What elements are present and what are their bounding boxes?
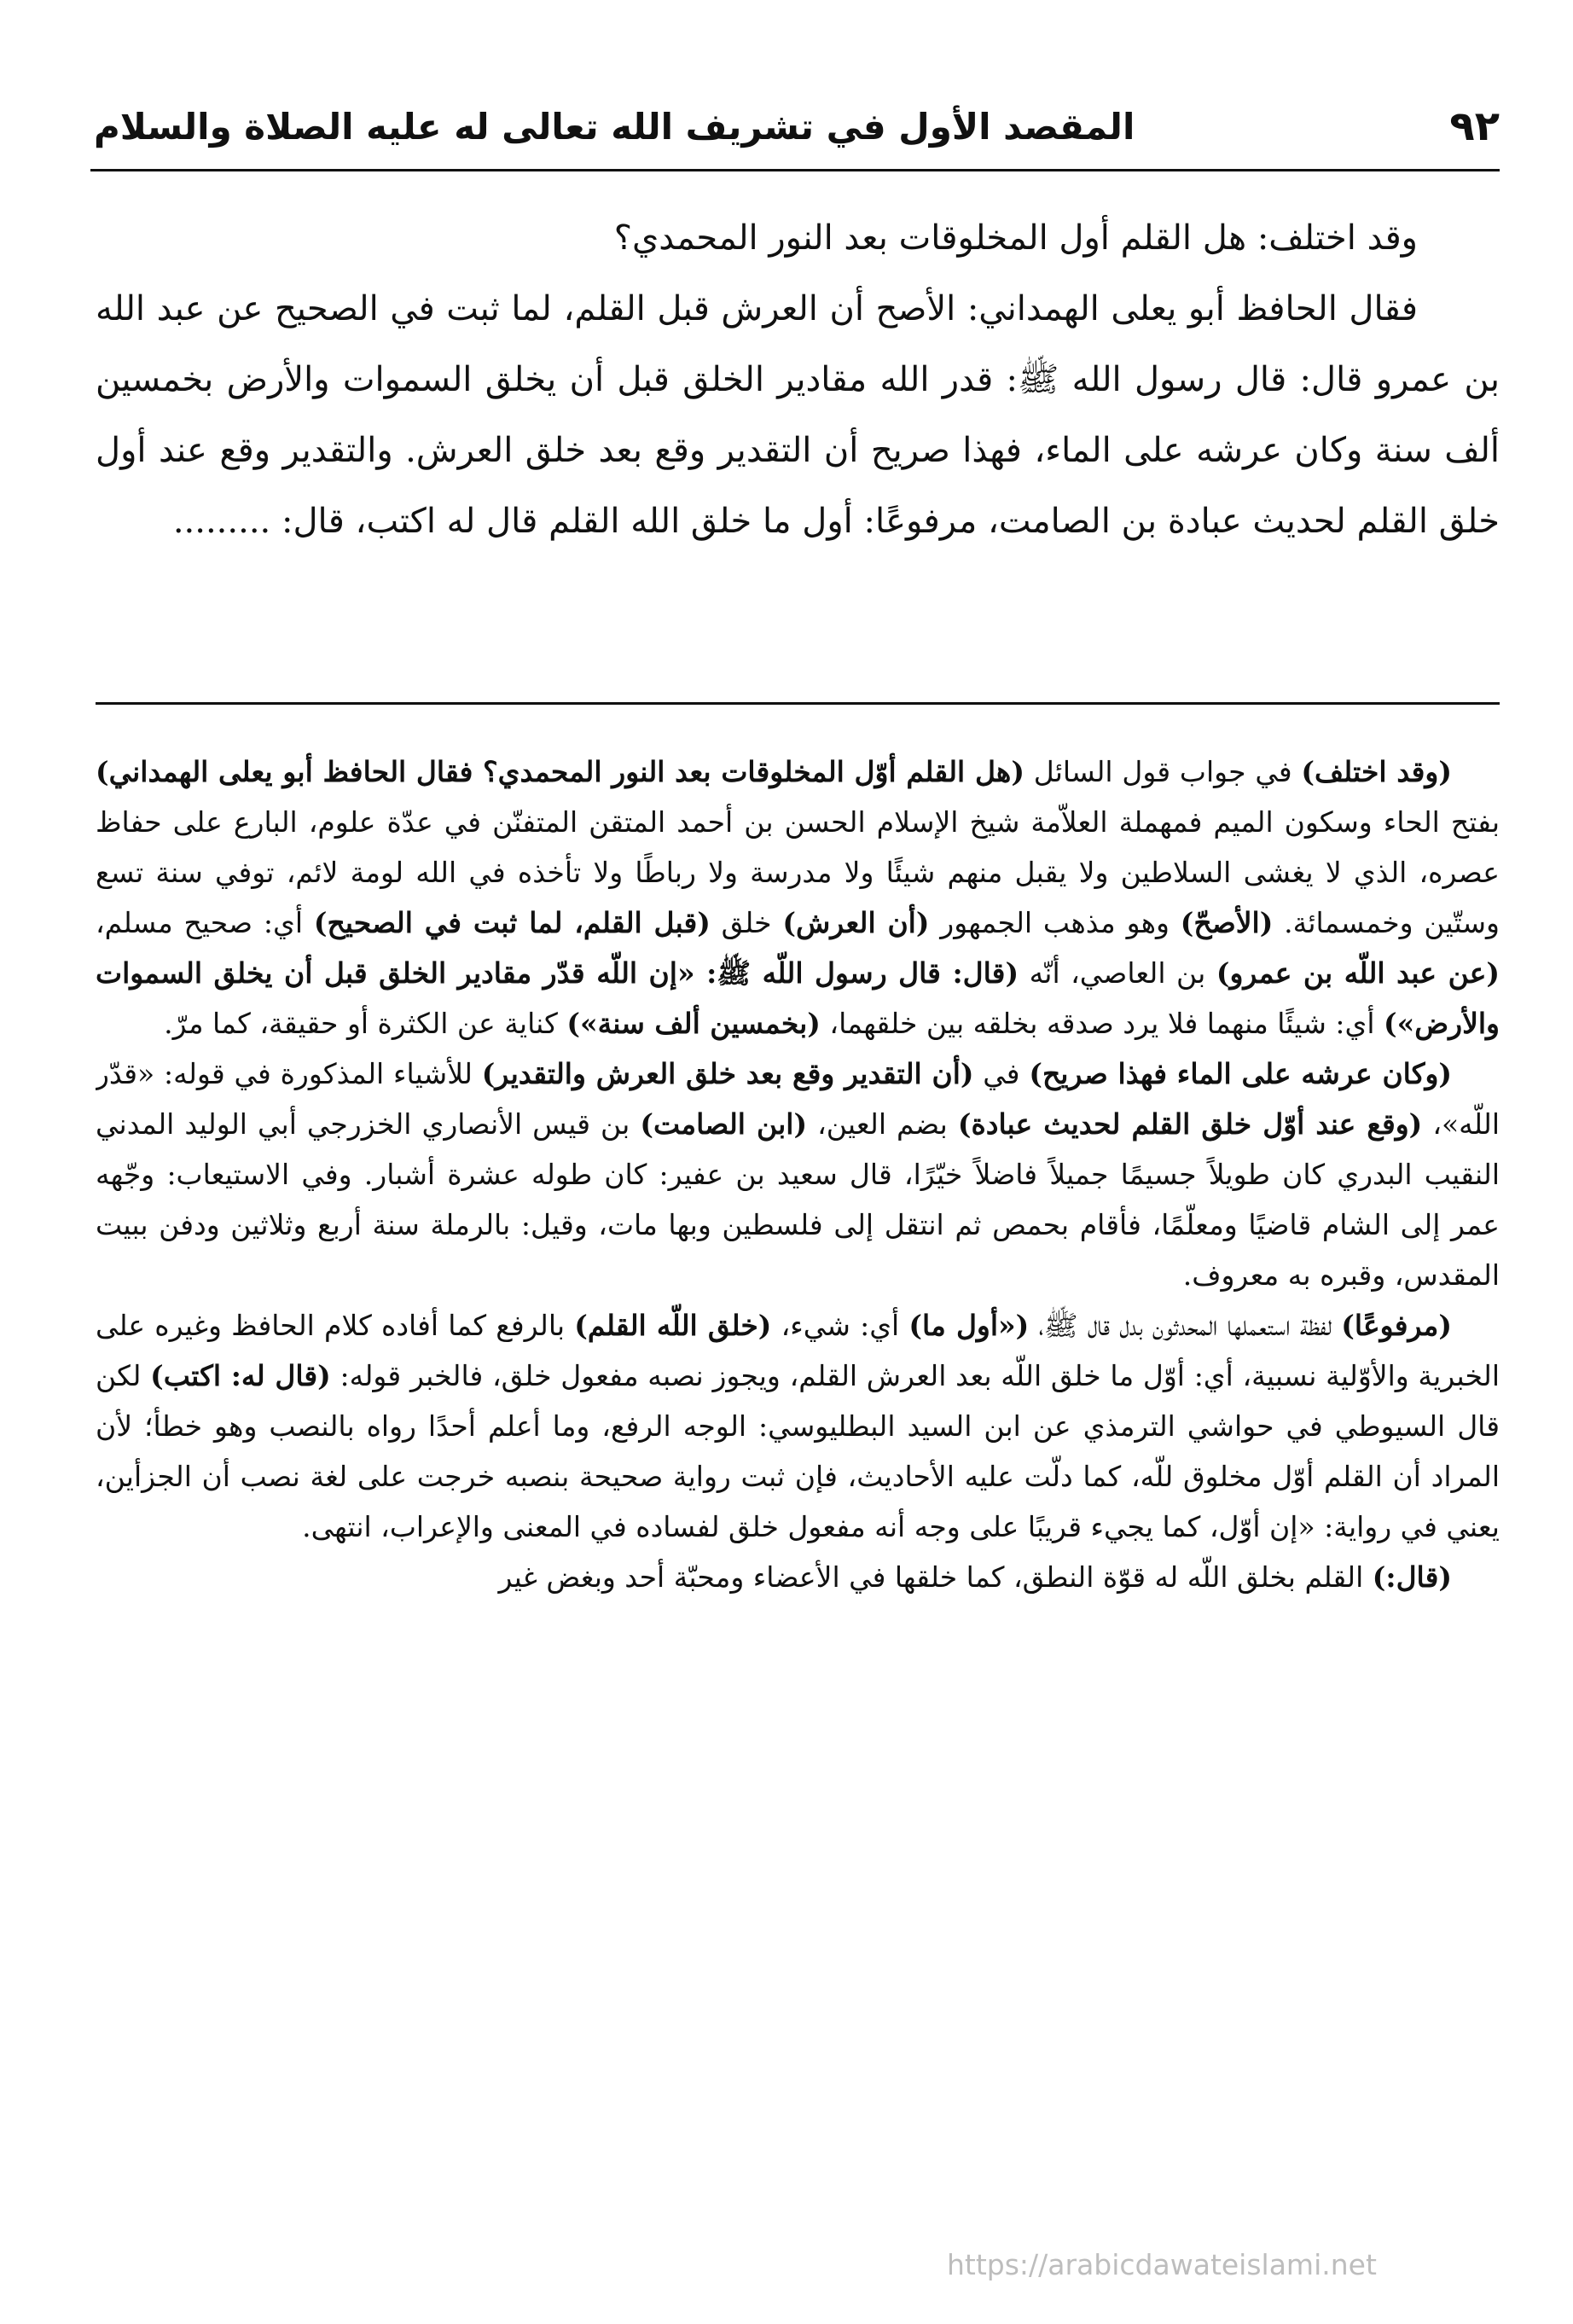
continuation-dots: ......... xyxy=(172,502,271,541)
commentary-text: بن العاصي، أنّه xyxy=(1019,956,1216,990)
main-paragraph-question: وقد اختلف: هل القلم أول المخلوقات بعد النور المحمدي؟ xyxy=(613,218,1418,258)
commentary-lemma: («أول ما) xyxy=(908,1309,1030,1342)
commentary xyxy=(96,747,1500,2235)
commentary-lemma: (مرفوعًا) xyxy=(1341,1309,1452,1342)
commentary-lemma: (عن عبد اللّه بن عمرو) xyxy=(1216,956,1500,990)
commentary-lemma: (أن التقدير وقع بعد خلق العرش والتقدير) xyxy=(481,1057,974,1090)
commentary-lemma: (أن العرش) xyxy=(782,906,930,939)
commentary-text: في xyxy=(973,1057,1030,1090)
commentary-text: القلم بخلق اللّه له قوّة النطق، كما خلقها في الأعضاء ومحبّة أحد وبغض غير xyxy=(498,1560,1373,1594)
main-text xyxy=(96,203,1500,702)
commentary-lemma: (خلق اللّه القلم) xyxy=(574,1309,772,1342)
commentary-text: بن قيس الأنصاري الخزرجي أبي الوليد المدني النقيب البدري كان طويلاً جسيمًا جميلاً فاضلاً خيّرًا، قال سعيد بن عفير: كان طوله عشرة أشبار. وفي الاستيعاب: وجّهه عمر إلى الشام قاضيًا ومعلّمًا، فأقام بحمص ثم انتقل إلى فلسطين وبها مات، وقيل: بالرملة سنة أربع وثلاثين ودفن ببيت المقدس، وقبره به معروف. xyxy=(96,1107,1500,1292)
commentary-paragraph xyxy=(96,1300,1500,1552)
page-header xyxy=(94,92,1500,160)
commentary-text: كناية عن الكثرة أو حقيقة، كما مرّ. xyxy=(164,1007,567,1040)
commentary-lemma: (الأصحّ) xyxy=(1180,906,1274,939)
commentary-text: أي: شيء، xyxy=(771,1309,909,1342)
commentary-lemma: (وكان عرشه على الماء فهذا صريح) xyxy=(1029,1057,1452,1090)
commentary-text: في جواب قول السائل xyxy=(1024,755,1302,788)
commentary-lemma: (ابن الصامت) xyxy=(640,1107,808,1141)
commentary-lemma: (هل القلم أوّل المخلوقات بعد النور المحمدي؟ فقال الحافظ أبو يعلى الهمداني) xyxy=(96,755,1024,788)
header-rule xyxy=(90,169,1500,171)
commentary-paragraph xyxy=(96,1552,1500,1602)
main-paragraph-answer-text: فقال الحافظ أبو يعلى الهمداني: الأصح أن العرش قبل القلم، لما ثبت في الصحيح عن عبد الله بن عمرو قال: قال رسول الله ﷺ: قدر الله مقادير الخلق قبل أن يخلق السموات والأرض بخمسين ألف سنة وكان عرشه على الماء، فهذا صريح أن التقدير وقع بعد خلق العرش. والتقدير وقع عند أول خلق القلم لحديث عبادة بن الصامت، مرفوعًا: أول ما خلق الله القلم قال له اكتب، قال: xyxy=(96,289,1500,541)
footnote-separator xyxy=(96,702,1500,705)
commentary-lemma: (قال:) xyxy=(1372,1560,1452,1594)
commentary-text: للأشياء المذكورة في قوله: «قدّر اللّه»، xyxy=(96,1057,1500,1141)
commentary-text: لفظة استعملها المحدثون بدل قال ﷺ، xyxy=(1029,1309,1342,1342)
commentary-text: أي: صحيح مسلم، xyxy=(96,906,314,939)
commentary-paragraph xyxy=(96,747,1500,1049)
commentary-text: لكن قال السيوطي في حواشي الترمذي عن ابن السيد البطليوسي: الوجه الرفع، وما أعلم أحدًا رواه بالنصب وهو خطأ؛ لأن المراد أن القلم أوّل مخلوق للّه، كما دلّت عليه الأحاديث، فإن ثبت رواية صحيحة بنصبه خرجت على لغة نصب أن الجزأين، يعني في رواية: «إن أوّل، كما يجيء قريبًا على وجه أنه مفعول خلق لفساده في المعنى والإعراب، انتهى. xyxy=(96,1359,1500,1543)
page-number: ٩٢ xyxy=(1449,102,1500,150)
commentary-text: خلق xyxy=(710,906,783,939)
watermark: https://arabicdawateislami.net xyxy=(947,2248,1377,2281)
commentary-lemma: (قال: قال رسول اللّه ﷺ: «إن اللّه قدّر مقادير الخلق قبل أن يخلق السموات والأرض») xyxy=(96,956,1500,1040)
commentary-text: بفتح الحاء وسكون الميم فمهملة العلاّمة شيخ الإسلام الحسن بن أحمد المتقن المتفنّن في عدّة علوم، البارع على حفاظ عصره، الذي لا يغشى السلاطين ولا يقبل منهم شيئًا ولا مدرسة ولا رباطًا ولا تأخذه في الله لومة لائم، توفي سنة تسع وستّين وخمسمائة. xyxy=(96,805,1500,939)
commentary-text: وهو مذهب الجمهور xyxy=(929,906,1181,939)
commentary-lemma: (قبل القلم، لما ثبت في الصحيح) xyxy=(313,906,711,939)
main-paragraph-answer xyxy=(96,274,1500,557)
running-title: المقصد الأول في تشريف الله تعالى له عليه الصلاة والسلام xyxy=(94,105,1135,148)
commentary-text: بضم العين، xyxy=(807,1107,958,1141)
commentary-text: بالرفع كما أفاده كلام الحافظ وغيره على الخبرية والأوّلية نسبية، أي: أوّل ما خلق اللّه بعد العرش القلم، ويجوز نصبه مفعول خلق، فالخبر قوله: xyxy=(96,1309,1500,1392)
commentary-lemma: (وقد اختلف) xyxy=(1301,755,1452,788)
commentary-lemma: (قال له: اكتب) xyxy=(150,1359,331,1392)
commentary-lemma: (وقع عند أوّل خلق القلم لحديث عبادة) xyxy=(957,1107,1423,1141)
commentary-lemma: (بخمسين ألف سنة») xyxy=(566,1007,821,1040)
commentary-text: أي: شيئًا منهما فلا يرد صدقه بخلقه بين خلقهما، xyxy=(820,1007,1384,1040)
commentary-paragraph xyxy=(96,1049,1500,1300)
